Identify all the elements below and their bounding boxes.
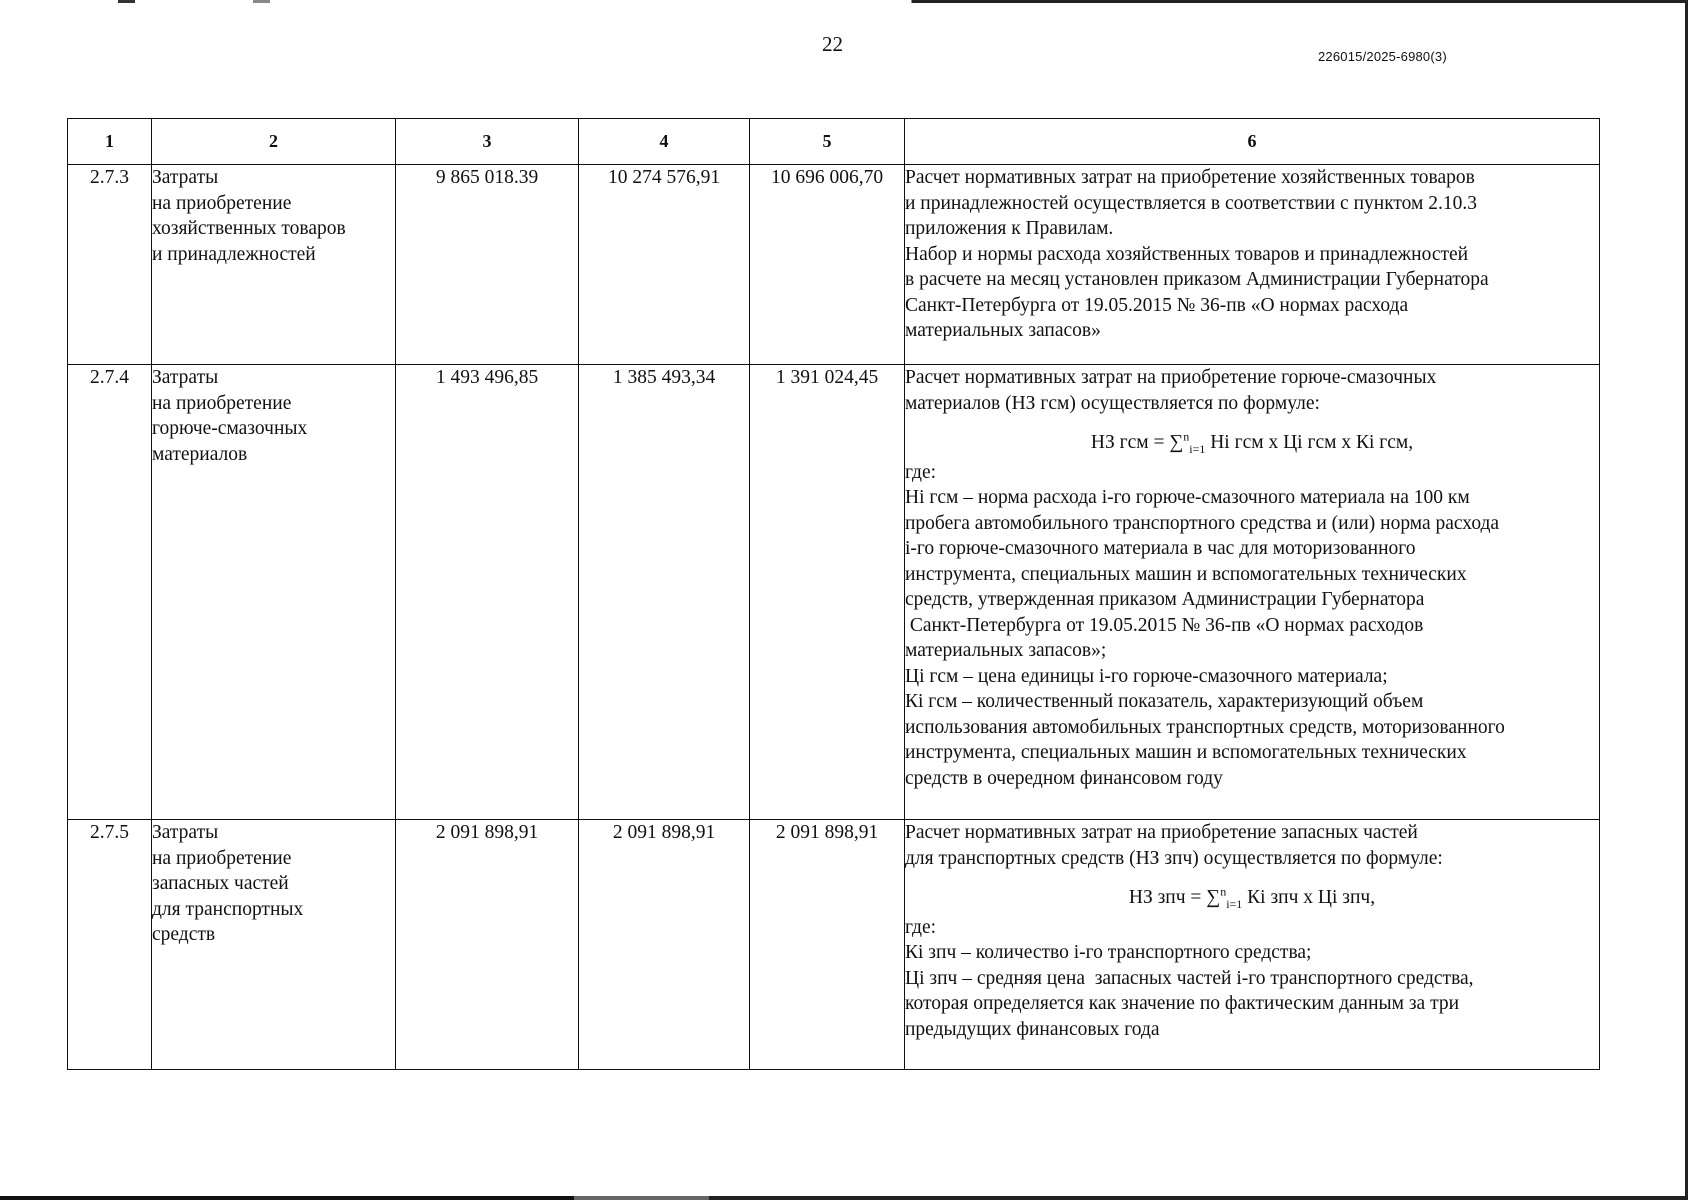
value-col-5: 10 696 006,70 (750, 165, 905, 365)
scan-edge-top (0, 0, 1688, 3)
description-line: Цi зпч – средняя цена запасных частей i-го транспортного средства, (905, 967, 1474, 989)
formula-rhs: Кi зпч х Цi зпч, (1242, 887, 1376, 908)
row-name-line: на приобретение (152, 847, 292, 869)
description-line: материальных запасов»; (905, 640, 1107, 661)
description-line: предыдущих финансовых года (905, 1018, 1160, 1040)
row-name-line: средств (152, 924, 216, 945)
description-line: средств в очередном финансовом году (905, 767, 1223, 789)
row-name-line: на приобретение (152, 392, 292, 414)
description-line: Расчет нормативных затрат на приобретение горюче-смазочных (905, 367, 1437, 388)
expenses-table (67, 118, 1600, 1070)
table-row (68, 165, 1600, 365)
row-name-line: Затраты (152, 367, 219, 388)
value-col-5: 2 091 898,91 (750, 820, 905, 1070)
column-header-3: 3 (396, 119, 579, 165)
row-name (152, 365, 396, 820)
column-header-2: 2 (152, 119, 396, 165)
row-name-line: хозяйственных товаров (152, 218, 346, 239)
row-name-line: горюче-смазочных (152, 418, 308, 439)
row-number: 2.7.3 (68, 165, 152, 365)
description-line: и принадлежностей осуществляется в соответствии с пунктом 2.10.3 (905, 192, 1478, 214)
description-line: использования автомобильных транспортных средств, моторизованного (905, 716, 1505, 738)
formula-sup: n (1220, 884, 1227, 899)
row-number: 2.7.4 (68, 365, 152, 820)
formula-sub: i=1 (1226, 896, 1243, 911)
description-line: i-го горюче-смазочного материала в час для моторизованного (905, 538, 1416, 559)
description-line: Цi гсм – цена единицы i-го горюче-смазочного материала; (905, 665, 1388, 687)
row-name-line: материалов (152, 443, 248, 465)
description-line: Кi гсм – количественный показатель, характеризующий объем (905, 691, 1424, 712)
description-line: Нi гсм – норма расхода i-го горюче-смазочного материала на 100 км (905, 487, 1470, 508)
description-line: в расчете на месяц установлен приказом Администрации Губернатора (905, 269, 1489, 290)
description-line: Санкт-Петербурга от 19.05.2015 № 36-пв «О нормах расходов (905, 614, 1424, 636)
scan-edge-bottom (0, 1196, 1688, 1200)
formula-sup: n (1183, 429, 1190, 444)
document-code: 226015/2025-6980(3) (1318, 49, 1447, 64)
description-line: Расчет нормативных затрат на приобретение запасных частей (905, 822, 1418, 843)
formula-rhs: Нi гсм х Цi гсм х Кi гсм, (1205, 432, 1414, 453)
row-name-line: Затраты (152, 822, 219, 843)
column-header-5: 5 (750, 119, 905, 165)
description-line: Санкт-Петербурга от 19.05.2015 № 36-пв «О нормах расхода (905, 294, 1409, 316)
column-header-6: 6 (905, 119, 1600, 165)
description-line: для транспортных средств (НЗ зпч) осуществляется по формуле: (905, 847, 1443, 869)
page-number: 22 (822, 32, 843, 56)
formula-sub: i=1 (1189, 441, 1206, 456)
formula (905, 885, 1599, 911)
value-col-3: 1 493 496,85 (396, 365, 579, 820)
row-number: 2.7.5 (68, 820, 152, 1070)
description-line: которая определяется как значение по фактическим данным за три (905, 993, 1460, 1014)
column-header-1: 1 (68, 119, 152, 165)
row-description (905, 165, 1600, 365)
description-line: где: (905, 461, 937, 483)
description-line: Расчет нормативных затрат на приобретение хозяйственных товаров (905, 167, 1475, 188)
description-line: Набор и нормы расхода хозяйственных товаров и принадлежностей (905, 243, 1469, 265)
description-line: инструмента, специальных машин и вспомогательных технических (905, 563, 1467, 585)
description-line: пробега автомобильного транспортного средства и (или) норма расхода (905, 512, 1500, 534)
value-col-3: 2 091 898,91 (396, 820, 579, 1070)
row-name-line: Затраты (152, 167, 219, 188)
description-line: инструмента, специальных машин и вспомогательных технических (905, 742, 1467, 763)
formula-lhs: НЗ гсм = ∑ (1090, 432, 1184, 453)
row-name-line: на приобретение (152, 192, 292, 214)
description-line: Кi зпч – количество i-го транспортного средства; (905, 942, 1312, 963)
value-col-4: 2 091 898,91 (579, 820, 750, 1070)
table-row (68, 820, 1600, 1070)
row-name (152, 820, 396, 1070)
column-header-4: 4 (579, 119, 750, 165)
value-col-5: 1 391 024,45 (750, 365, 905, 820)
value-col-3: 9 865 018.39 (396, 165, 579, 365)
description-line: средств, утвержденная приказом Администрации Губернатора (905, 589, 1425, 610)
description-line: материальных запасов» (905, 320, 1101, 341)
description-line: приложения к Правилам. (905, 218, 1114, 239)
row-description (905, 820, 1600, 1070)
row-name-line: и принадлежностей (152, 243, 316, 265)
description-line: материалов (НЗ гсм) осуществляется по формуле: (905, 392, 1320, 414)
row-name-line: для транспортных (152, 898, 304, 920)
row-name (152, 165, 396, 365)
table-row (68, 365, 1600, 820)
row-name-line: запасных частей (152, 873, 289, 894)
row-description (905, 365, 1600, 820)
table-header-row (68, 119, 1600, 165)
formula-lhs: НЗ зпч = ∑ (1128, 887, 1221, 908)
value-col-4: 10 274 576,91 (579, 165, 750, 365)
formula (905, 430, 1599, 456)
description-line: где: (905, 916, 937, 938)
value-col-4: 1 385 493,34 (579, 365, 750, 820)
